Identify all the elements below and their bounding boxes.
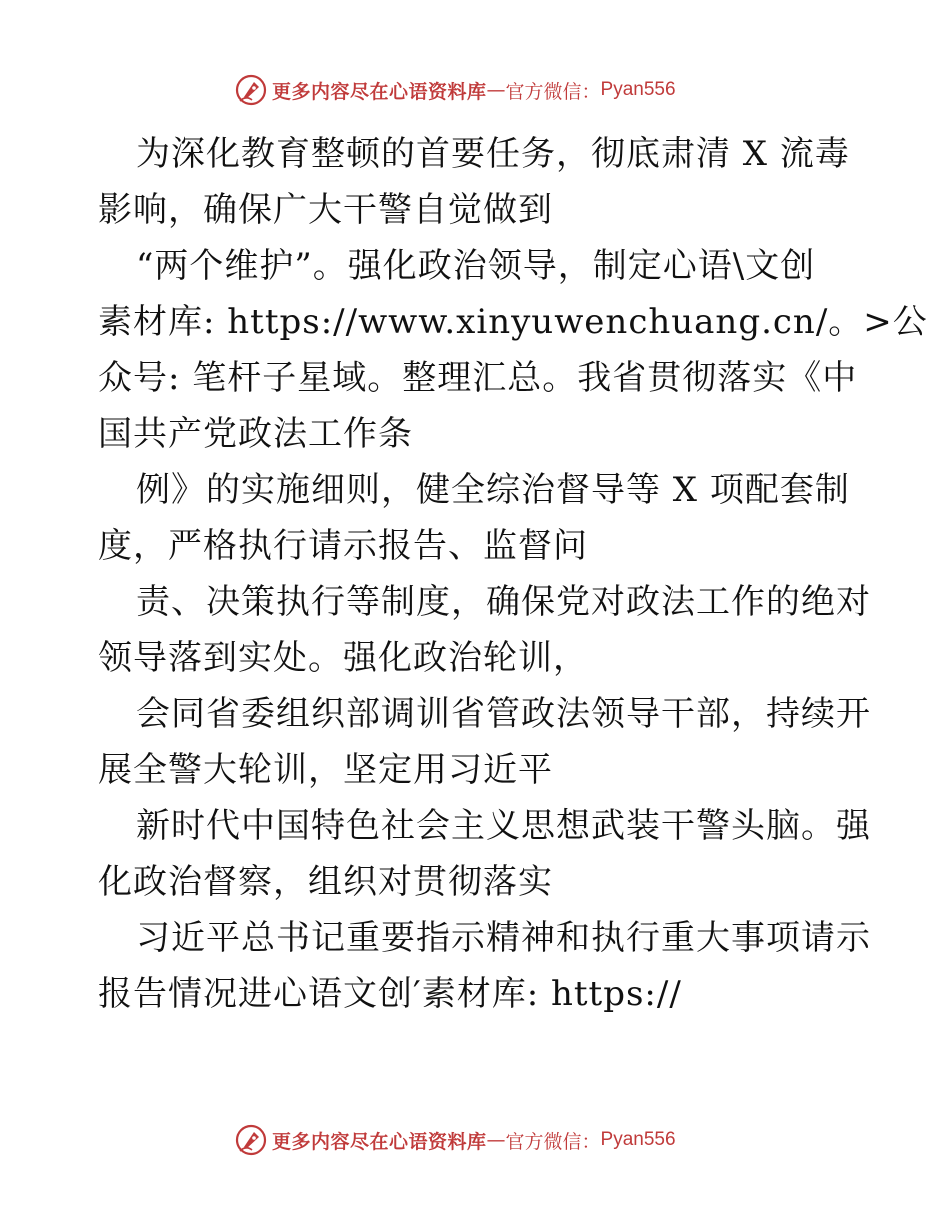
text-line: 报告情况进心语文创′素材库: https:// [98,974,682,1014]
document-body [98,126,928,1022]
watermark-contact-label: 官方微信： [505,80,601,103]
text-line: 素材库: https://www.xinyuwenchuang.cn/。>公 [98,302,928,342]
text-line: 国共产党政法工作条 [98,414,413,454]
watermark-separator: — [486,79,506,101]
text-line: 众号: 笔杆子星域。整理汇总。我省贯彻落实《中 [98,358,858,398]
watermark-brand: 更多内容尽在心语资料库 [272,1130,487,1153]
text-line: 化政治督察，组织对贯彻落实 [98,862,553,902]
watermark-contact-id: Pyan556 [600,79,676,100]
text-line: 为深化教育整顿的首要任务，彻底肃清 X 流毒 [136,134,850,174]
watermark-contact-id: Pyan556 [600,1129,676,1150]
footer-watermark [234,1120,754,1160]
text-line: 会同省委组织部调训省管政法领导干部，持续开 [136,694,871,734]
watermark-brand: 更多内容尽在心语资料库 [272,80,487,103]
text-line: 度，严格执行请示报告、监督问 [98,526,588,566]
text-line: 习近平总书记重要指示精神和执行重大事项请示 [136,918,871,958]
pen-nib-logo-icon [234,1123,268,1157]
text-line: 新时代中国特色社会主义思想武装干警头脑。强 [136,806,871,846]
text-line: 展全警大轮训，坚定用习近平 [98,750,553,790]
text-line: 领导落到实处。强化政治轮训， [98,638,588,678]
watermark-separator: — [486,1129,506,1151]
header-watermark [234,70,754,110]
pen-nib-logo-icon [234,73,268,107]
text-line: “两个维护”。强化政治领导，制定心语\文创 [136,246,816,286]
text-line: 影响，确保广大干警自觉做到 [98,190,553,230]
text-line: 责、决策执行等制度，确保党对政法工作的绝对 [136,582,871,622]
text-line: 例》的实施细则，健全综治督导等 X 项配套制 [136,470,850,510]
watermark-contact-label: 官方微信： [505,1130,601,1153]
